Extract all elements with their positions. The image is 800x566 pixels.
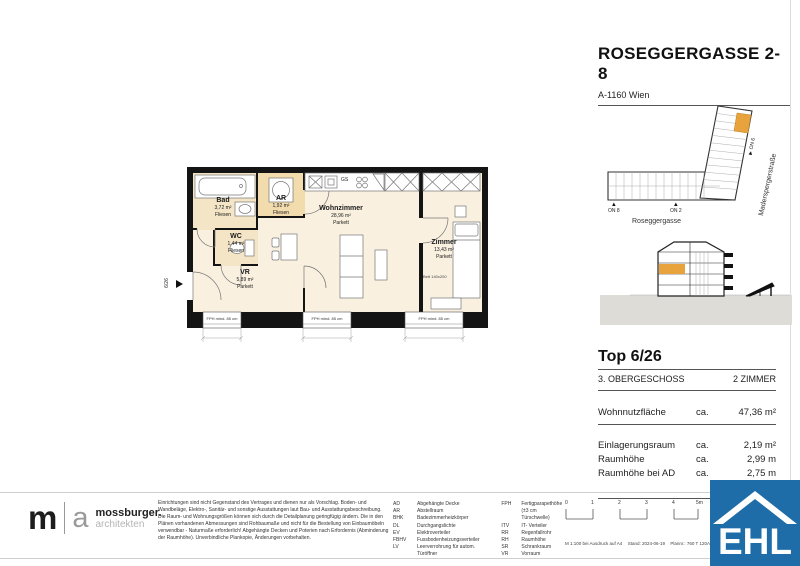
unit-room-count: 2 ZIMMER <box>732 374 776 384</box>
legend-term: (±3 cm Türschwelle) <box>521 508 550 522</box>
legend-term: IT- Verteiler <box>521 522 547 529</box>
ca-label: ca. <box>696 454 709 465</box>
room-floor: Parkett <box>237 284 253 291</box>
room-name: AR <box>275 195 287 202</box>
triangle-up-icon: ▲ <box>672 202 679 208</box>
legend-term: Fertigparapethöhe <box>521 501 563 507</box>
storage-label: Einlagerungsraum <box>598 440 676 451</box>
plan-meta <box>565 541 710 546</box>
highlighted-unit <box>734 113 751 133</box>
project-subtitle: A-1160 Wien <box>598 90 650 100</box>
chair <box>272 251 279 260</box>
ca-label: ca. <box>696 440 709 451</box>
room-height-ad-row <box>598 467 776 481</box>
room-label-ar <box>261 194 301 217</box>
project-title: ROSEGGERGASSE 2-8 <box>598 44 781 83</box>
wardrobe-wohnzimmer <box>385 173 419 191</box>
rule <box>598 390 776 391</box>
section-drawing <box>600 238 792 330</box>
ehl-logo <box>710 480 800 566</box>
scale-tick-label: 0 <box>565 500 568 506</box>
scale-tick-label: 5m <box>696 500 703 506</box>
building-section <box>600 238 792 330</box>
logo-letter-a: a <box>72 502 89 534</box>
ca-label: ca. <box>696 468 709 479</box>
nightstand <box>455 206 466 217</box>
rule <box>598 424 776 425</box>
entrance-opening <box>187 272 193 300</box>
logo-brand-sub: architekten <box>95 518 145 530</box>
living-area-value: 47,36 m² <box>738 407 776 418</box>
legend-term: Durchgangslichte <box>417 522 456 529</box>
room-label-wc <box>214 232 258 255</box>
unit-floor: 3. OBERGESCHOSS <box>598 374 685 384</box>
street-label-roseggergasse: Roseggergasse <box>632 218 682 225</box>
legend-term: Elektroverteiler <box>417 529 451 536</box>
dining-table <box>281 234 297 260</box>
ehl-logo-text: EHL <box>718 521 792 562</box>
room-name: Wohnzimmer <box>319 205 363 212</box>
desk <box>431 298 461 309</box>
room-area: 3,72 m² <box>214 205 232 212</box>
window-parapet-label: FPH mind. 85 cm <box>311 316 343 321</box>
scale-bar-drawing <box>565 508 710 522</box>
legend-column-right <box>501 501 563 559</box>
legend-abbr: ITV <box>501 522 510 529</box>
section-building <box>658 242 733 296</box>
room-height-row <box>598 453 776 467</box>
scale-tick-label: 3 <box>645 500 648 506</box>
entrance-unit-number: 6/26 <box>163 278 170 288</box>
window-parapet-label: FPH mind. 85 cm <box>418 316 450 321</box>
room-label-vr <box>223 268 267 291</box>
legend-term: Abgehängte Decke <box>417 501 460 507</box>
highlighted-floor <box>659 264 685 274</box>
scale-tick-label: 1 <box>591 500 594 506</box>
dishwasher-label: GS <box>341 177 349 183</box>
legend-column-left <box>393 501 491 559</box>
storage-row <box>598 439 776 453</box>
legend-abbr: AD <box>393 501 400 507</box>
room-height-value: 2,99 m <box>746 454 776 465</box>
legend-abbr: SR <box>501 544 509 551</box>
plan-number: Plannr.: 760 T 120A <box>670 541 710 546</box>
on8-label: ON 8 <box>608 207 620 214</box>
room-height-label: Raumhöhe <box>598 454 645 465</box>
scale-labels <box>565 500 710 508</box>
section-balconies <box>724 253 733 290</box>
room-label-bad <box>202 196 244 219</box>
legend-term: Regenfallrohr <box>521 529 552 536</box>
floor-plan <box>183 158 495 354</box>
legend-abbr: AR <box>393 508 400 515</box>
room-name: Zimmer <box>431 239 457 246</box>
legend-term: Vorraum <box>521 551 541 558</box>
architect-logo <box>28 499 162 536</box>
room-floor: Fliesen <box>227 248 245 255</box>
scale-tick-label: 2 <box>618 500 621 506</box>
footer-top-rule <box>0 492 800 493</box>
entrance-marker <box>163 272 186 302</box>
legend-term: Leerverrohrung für autom. Türöffner <box>417 544 476 558</box>
site-plan <box>600 96 792 236</box>
entrance-marker-on8 <box>608 202 620 214</box>
legend-abbr: VR <box>501 551 509 558</box>
disclaimer-text: Einrichtungen sind nicht Gegenstand des Vertrages und dienen nur als Vorschlag. Boden- und Wandbeläge, Elektro-, Sanitär- und sonstige Ausstattungen laut Bau- und Ausstattungsbeschreibung. Die Raum- und Wohnungsgrößen können sich durch die Detailplanung geringfügig ändern. Die in den Plänen vorhandenen Abmessungen sind Rohbaumaße und nicht für die Bestellung von Einbaumöbeln verwendbar - Naturmaße erforderlich! Abgehängte Decken und Poterien nach Erfordernis (Abminderung der Raumhöhe). Unverbindliche Plankopie, Änderungen vorbehalten. <box>158 500 389 541</box>
sofa <box>340 235 363 298</box>
room-name: Bad <box>216 197 230 204</box>
legend-abbr: DL <box>393 522 400 529</box>
legend-abbr: RR <box>501 529 509 536</box>
room-area: 5,89 m² <box>236 277 254 284</box>
room-height-ad-value: 2,75 m <box>746 468 776 479</box>
logo-divider <box>64 502 65 534</box>
room-height-ad-label: Raumhöhe bei AD <box>598 468 676 479</box>
room-area: 1,92 m² <box>272 203 290 210</box>
legend-abbr: FBHV <box>393 537 407 544</box>
abbreviation-legend <box>393 501 563 559</box>
legend-term: Raumhöhe <box>521 537 546 544</box>
room-label-zimmer <box>424 238 464 261</box>
legend-abbr: EV <box>393 529 400 536</box>
legend-term: Abstellraum <box>417 508 444 515</box>
ground-band <box>600 295 792 325</box>
section-ramp <box>746 283 774 296</box>
unit-info-panel <box>598 348 776 499</box>
room-name: VR <box>240 269 250 276</box>
scale-tick-label: 4 <box>672 500 675 506</box>
logo-letter-m: m <box>28 499 58 536</box>
room-area: 1,44 m² <box>227 241 245 248</box>
legend-abbr: BHK <box>393 515 404 522</box>
room-label-wohnzimmer <box>308 204 374 227</box>
room-floor: Parkett <box>333 220 349 227</box>
room-floor: Fliesen <box>214 212 232 219</box>
living-area-label: Wohnnutzfläche <box>598 407 666 418</box>
bed-size-label: Bett 140x200 <box>423 274 447 279</box>
legend-abbr <box>501 508 517 522</box>
legend-term: Fussbodenheizungsverteiler <box>417 537 480 544</box>
on2-label: ON 2 <box>670 207 682 214</box>
legend-abbr: RH <box>501 537 509 544</box>
print-scale-note: M 1:100 bei Ausdruck auf A4 <box>565 541 623 546</box>
living-area-row <box>598 407 776 418</box>
coffee-table <box>375 250 387 280</box>
chair <box>272 238 279 247</box>
legend-abbr: LV <box>393 544 399 551</box>
triangle-icon: ▲ <box>747 150 755 158</box>
plan-date: Stand: 2024-06-19 <box>627 541 665 546</box>
legend-abbr: FPH <box>501 501 512 507</box>
scale-bar <box>565 500 710 546</box>
legend-term: Badezimmerheizkörper <box>417 515 469 522</box>
unit-number: Top 6/26 <box>598 348 662 365</box>
logo-brand: mossburger. <box>95 506 162 519</box>
entrance-marker-on2 <box>670 202 682 214</box>
ca-label: ca. <box>696 407 709 418</box>
on6-label: ON 6 <box>748 137 757 151</box>
storage-value: 2,19 m² <box>743 440 776 451</box>
room-name: WC <box>230 233 242 240</box>
window-parapet-label: FPH mind. 85 cm <box>206 316 238 321</box>
pillow <box>455 224 478 236</box>
room-floor: Fliesen <box>272 210 290 217</box>
room-area: 13,43 m² <box>434 247 454 254</box>
room-floor: Parkett <box>436 254 452 261</box>
triangle-up-icon: ▲ <box>610 202 617 208</box>
room-area: 28,96 m² <box>331 213 351 220</box>
street-label-maderspergerstrasse: Maderspergerstraße <box>758 152 779 217</box>
dimension-lines <box>201 328 465 342</box>
entrance-arrow-icon <box>176 280 183 288</box>
wardrobe-zimmer <box>423 173 480 191</box>
legend-term: Schrankraum <box>521 544 552 551</box>
